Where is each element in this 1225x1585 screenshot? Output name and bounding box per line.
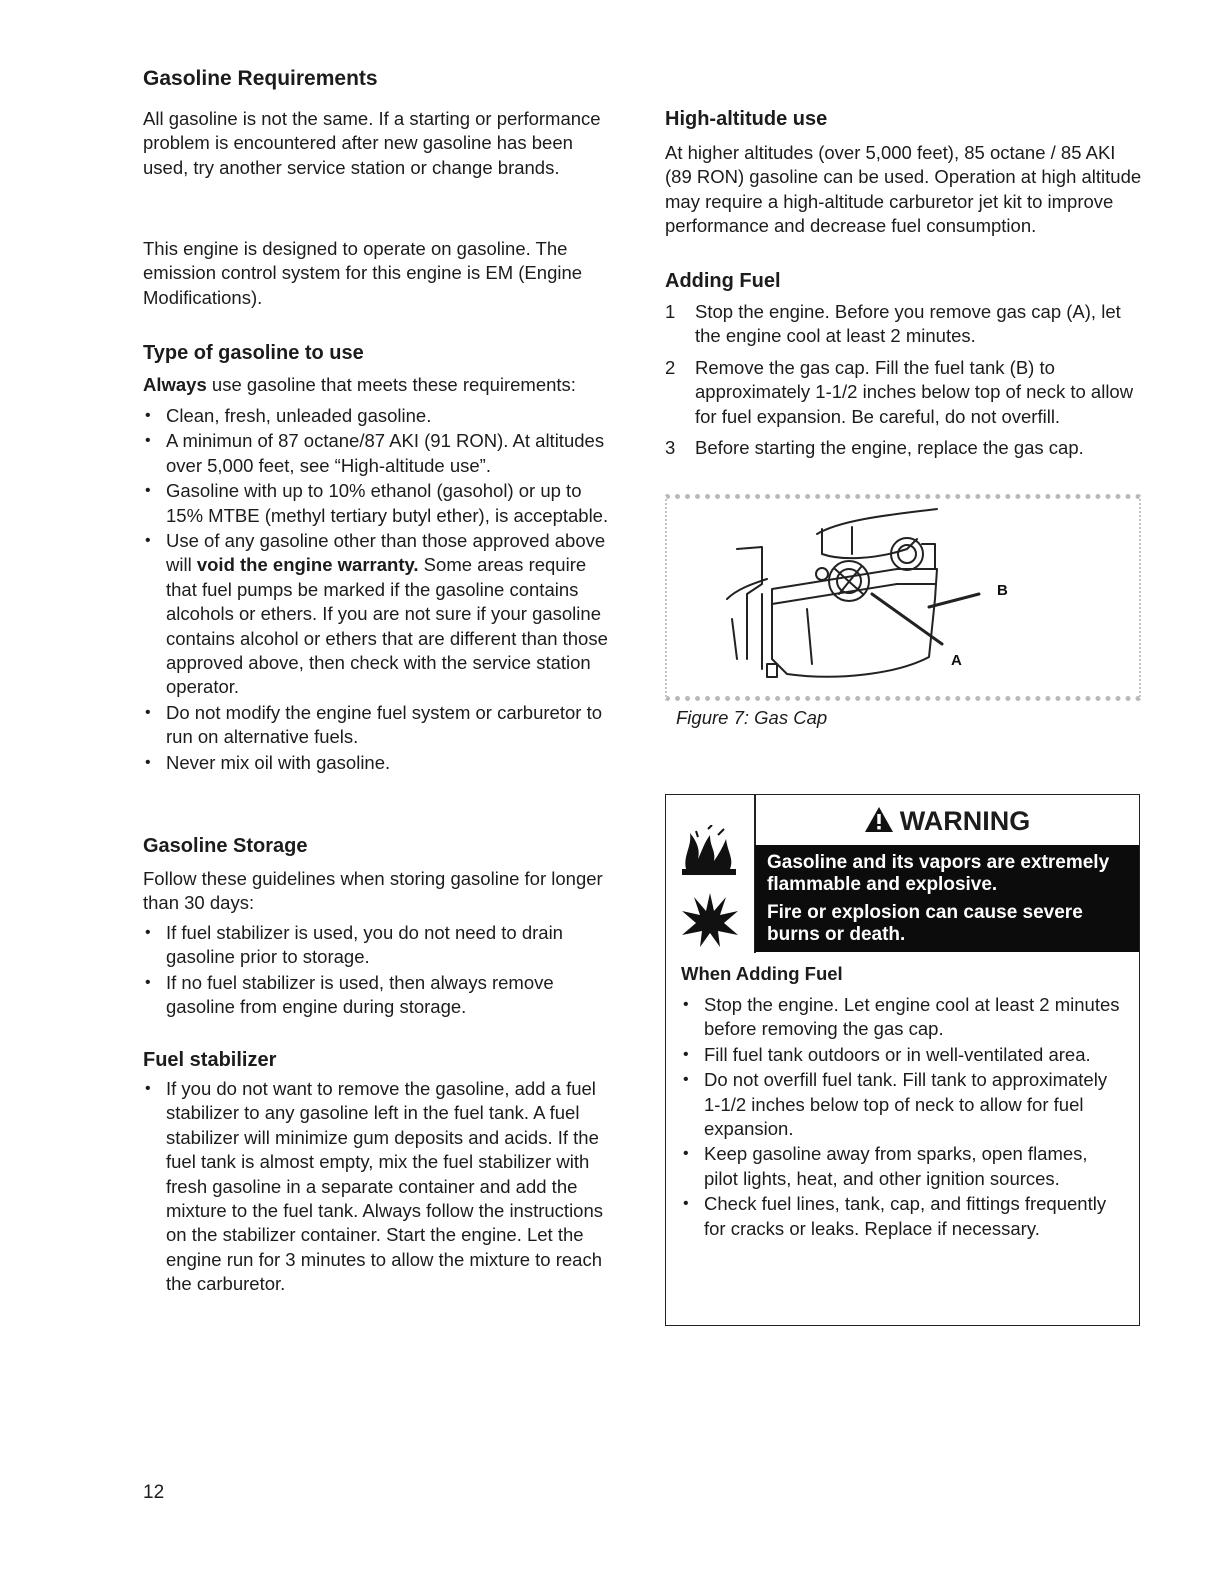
step-item: [665, 356, 1143, 429]
page-number: 12: [143, 1482, 165, 1503]
altitude-heading: High-altitude use: [665, 108, 828, 130]
warranty-bold: void the engine warranty.: [196, 554, 419, 576]
type-gasoline-list: [143, 404, 621, 776]
figure-caption: Figure 7: Gas Cap: [676, 707, 828, 728]
step-number: 3: [665, 437, 676, 459]
step-text: Stop the engine. Before you remove gas cap (A), let the engine cool at least 2 minutes.: [695, 301, 1121, 347]
list-item: • Do not modify the engine fuel system or carburetor to run on alternative fuels.: [143, 701, 621, 750]
page-title: Gasoline Requirements: [143, 67, 378, 90]
list-item: • Do not overfill fuel tank. Fill tank to approximately 1-1/2 inches below top of neck to allow for fuel expansion.: [681, 1068, 1126, 1141]
label-b: B: [997, 582, 1008, 599]
adding-fuel-heading: Adding Fuel: [665, 270, 781, 292]
storage-heading: Gasoline Storage: [143, 835, 308, 857]
list-item: • A minimun of 87 octane/87 AKI (91 RON). At altitudes over 5,000 feet, see “High-altitude use”.: [143, 429, 621, 478]
warning-line-1: Gasoline and its vapors are extremely flammable and explosive.: [767, 852, 1110, 895]
type-gasoline-lead: [143, 373, 623, 397]
explosion-hazard-icon: [680, 891, 740, 949]
warning-triangle-icon: [864, 798, 894, 850]
list-item: • If you do not want to remove the gasoline, add a fuel stabilizer to any gasoline left in the fuel tank. A fuel stabilizer will minimize gum deposits and acids. If the fuel tank is almost empty, mix the fuel stabilizer with fresh gasoline in a separate container and add the mixture to the fuel tank. Always follow the instructions on the stabilizer container. Start the engine. Let the engine run for 3 minutes to allow the mixture to reach the carburetor.: [143, 1077, 623, 1297]
fire-hazard-icon: [678, 825, 740, 877]
list-item: • If fuel stabilizer is used, you do not need to drain gasoline prior to storage.: [143, 921, 613, 970]
stabilizer-list: [143, 1077, 623, 1298]
stabilizer-heading: Fuel stabilizer: [143, 1049, 277, 1071]
warning-subheading: When Adding Fuel: [681, 963, 843, 984]
warning-statement: [755, 845, 1139, 952]
step-number: 1: [665, 301, 676, 322]
label-a: A: [951, 652, 962, 669]
lead-rest: use gasoline that meets these requirements:: [206, 374, 576, 395]
gas-cap-figure: [665, 494, 1141, 701]
engine-fuel-tank-illustration: [667, 499, 1139, 696]
adding-fuel-steps: [665, 300, 1143, 467]
step-item: [665, 300, 1143, 349]
list-item: • Gasoline with up to 10% ethanol (gasohol) or up to 15% MTBE (methyl tertiary butyl ether), is acceptable.: [143, 479, 621, 528]
list-item: • Never mix oil with gasoline.: [143, 751, 621, 775]
storage-intro: Follow these guidelines when storing gasoline for longer than 30 days:: [143, 868, 603, 914]
step-item: [665, 436, 1143, 460]
warranty-pre: Use of any gasoline other than those approved above will: [166, 530, 606, 576]
step-text: Remove the gas cap. Fill the fuel tank (B) to approximately 1-1/2 inches below top of neck to allow for fuel expansion. Be careful, do not overfill.: [695, 356, 1134, 427]
storage-list: [143, 921, 613, 1021]
list-item: • Clean, fresh, unleaded gasoline.: [143, 404, 621, 428]
warranty-post: Some areas require that fuel pumps be marked if the gasoline contains alcohols or ethers. If you are not sure if your gasoline contains alcohol or ethers that are different than those approved above, then check with the service station operator.: [166, 554, 608, 698]
warning-title: [755, 795, 1139, 845]
warning-list: [681, 993, 1126, 1242]
intro-paragraph-2: This engine is designed to operate on gasoline. The emission control system for this engine is EM (Engine Modifications).: [143, 238, 583, 308]
type-gasoline-heading: Type of gasoline to use: [143, 342, 364, 364]
list-item: • Check fuel lines, tank, cap, and fittings frequently for cracks or leaks. Replace if necessary.: [681, 1192, 1126, 1241]
step-text: Before starting the engine, replace the gas cap.: [695, 437, 1084, 459]
list-item: • Stop the engine. Let engine cool at least 2 minutes before removing the gas cap.: [681, 993, 1126, 1042]
list-item: • Keep gasoline away from sparks, open flames, pilot lights, heat, and other ignition sources.: [681, 1142, 1126, 1191]
warning-line-2: Fire or explosion can cause severe burns or death.: [767, 902, 1083, 945]
always-bold: Always: [143, 374, 207, 395]
altitude-body: At higher altitudes (over 5,000 feet), 85 octane / 85 AKI (89 RON) gasoline can be used. Operation at high altitude may require a high-altitude carburetor jet kit to improve performance and decrease fuel consumption.: [665, 142, 1142, 237]
list-item: • Fill fuel tank outdoors or in well-ventilated area.: [681, 1043, 1126, 1067]
warning-box: [665, 794, 1140, 1326]
list-item: [143, 529, 621, 700]
step-number: 2: [665, 356, 676, 378]
warning-title-text: WARNING: [899, 806, 1031, 836]
intro-paragraph-1: All gasoline is not the same. If a starting or performance problem is encountered after new gasoline has been used, try another service station or change brands.: [143, 108, 601, 178]
list-item: • If no fuel stabilizer is used, then always remove gasoline from engine during storage.: [143, 971, 613, 1020]
